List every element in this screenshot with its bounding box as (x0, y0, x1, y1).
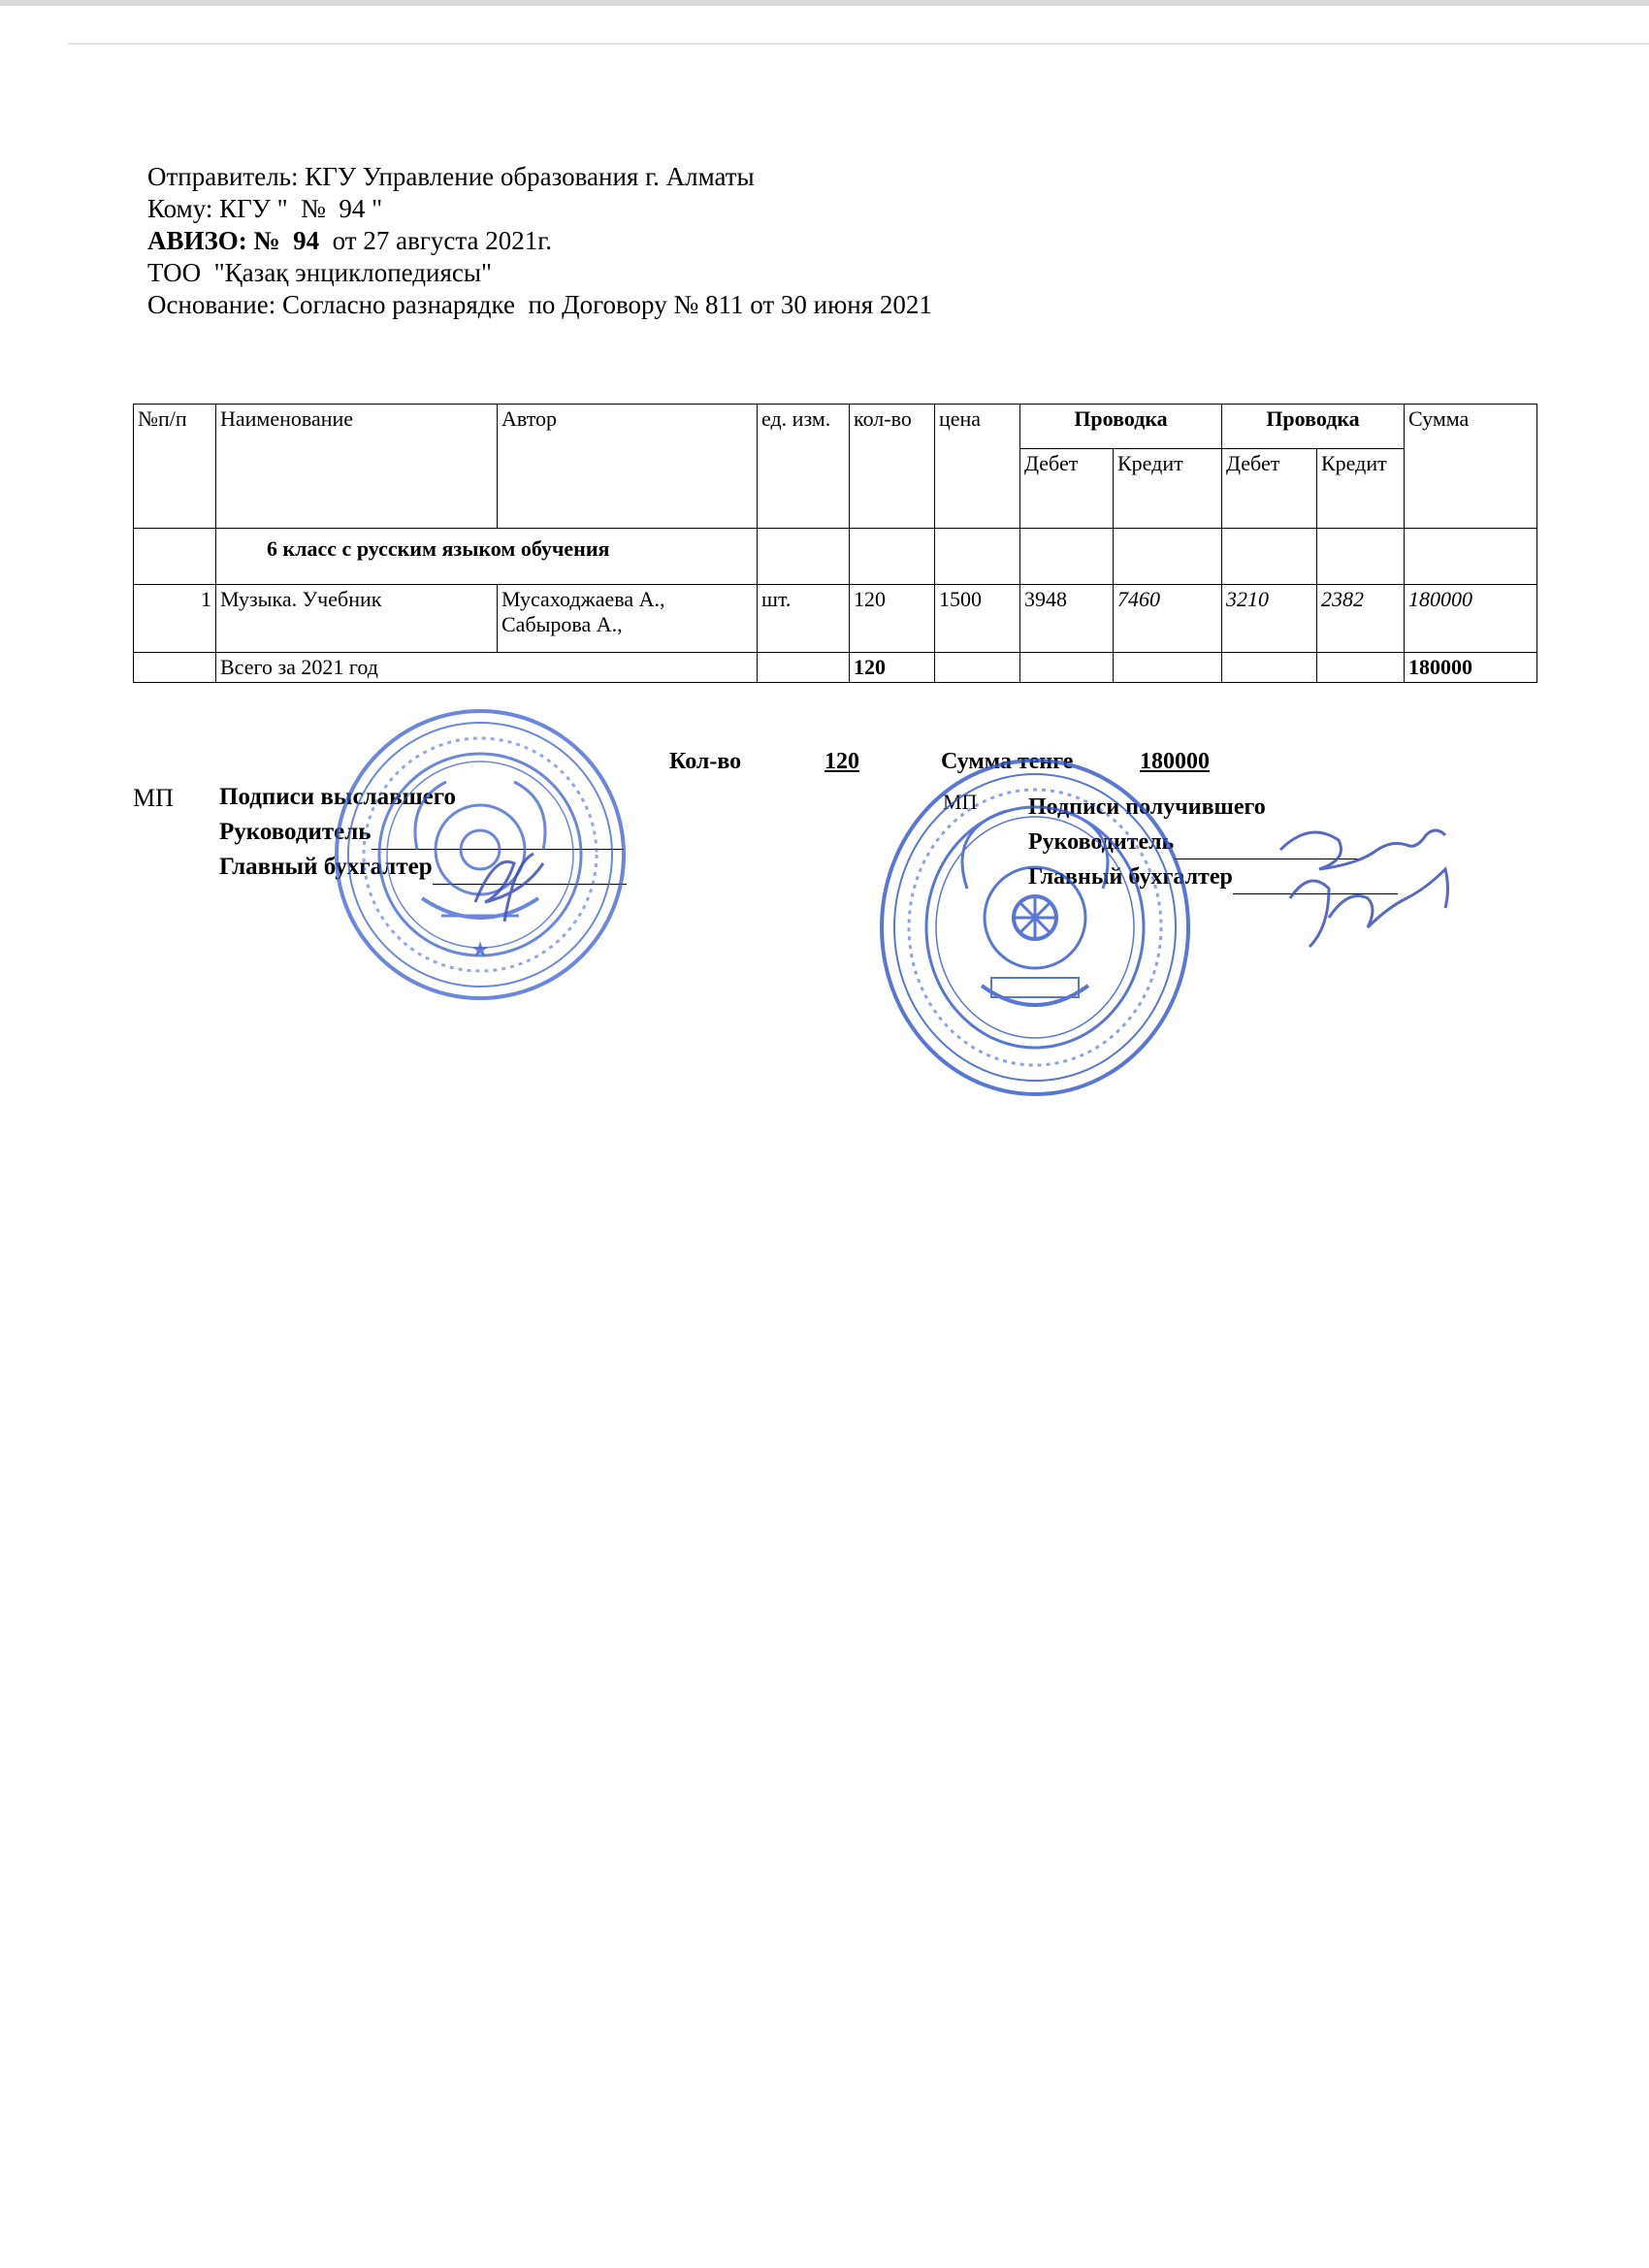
scan-edge (0, 0, 1649, 6)
total-sum: 180000 (1405, 653, 1537, 683)
cell-num: 1 (134, 585, 216, 653)
sender-signature-icon (456, 844, 563, 931)
header-price: цена (935, 405, 1020, 529)
cell-debit-1: 3948 (1020, 585, 1114, 653)
scan-edge (68, 43, 1649, 45)
header-debit-1: Дебет (1020, 449, 1114, 529)
basis-line: Основание: Согласно разнарядке по Договору № 811 от 30 июня 2021 (147, 290, 932, 319)
header-debit-2: Дебет (1222, 449, 1317, 529)
summary-sum-value: 180000 (1140, 749, 1210, 774)
mp-sender: МП (133, 784, 174, 812)
table-header-row (134, 405, 1537, 449)
receiver-head-label: Руководитель (1028, 829, 1175, 855)
summary-qty-value: 120 (824, 749, 859, 774)
total-qty: 120 (850, 653, 935, 683)
header-credit-2: Кредит (1317, 449, 1405, 529)
recipient-line: Кому: КГУ " № 94 " (147, 194, 383, 223)
cell-credit-1: 7460 (1114, 585, 1222, 653)
mp-receiver: МП (943, 790, 978, 814)
sender-line: Отправитель: КГУ Управление образования г. Алматы (147, 162, 755, 191)
total-row (134, 653, 1537, 683)
header-author: Автор (498, 405, 758, 529)
receiver-accountant-label: Главный бухгалтер (1028, 864, 1233, 890)
official-stamp-icon (875, 753, 1195, 1102)
header-unit: ед. изм. (758, 405, 850, 529)
header-credit-1: Кредит (1114, 449, 1222, 529)
cell-credit-2: 2382 (1317, 585, 1405, 653)
receiver-title: Подписи получившего (1028, 794, 1266, 820)
svg-text:★: ★ (470, 938, 490, 962)
cell-unit: шт. (758, 585, 850, 653)
aviso-number: АВИЗО: № 94 (147, 226, 320, 255)
sender-accountant-label: Главный бухгалтер (219, 854, 433, 880)
receiver-signature-icon (1261, 811, 1484, 976)
summary-sum-label: Сумма тенге (941, 749, 1074, 774)
cell-author: Мусаходжаева А., Сабырова А., (498, 585, 758, 653)
cell-qty: 120 (850, 585, 935, 653)
sender-head-label: Руководитель (219, 819, 372, 845)
cell-price: 1500 (935, 585, 1020, 653)
header-posting-2: Проводка (1222, 405, 1405, 449)
header-qty: кол-во (850, 405, 935, 529)
aviso-date: от 27 августа 2021г. (319, 226, 553, 255)
section-title: 6 класс с русским языком обучения (216, 529, 758, 585)
header-posting-1: Проводка (1020, 405, 1222, 449)
cell-sum: 180000 (1405, 585, 1537, 653)
document-header (147, 161, 932, 321)
header-name: Наименование (216, 405, 498, 529)
cell-debit-2: 3210 (1222, 585, 1317, 653)
supplier-line: ТОО "Қазақ энциклопедиясы" (147, 258, 493, 287)
total-label: Всего за 2021 год (216, 653, 758, 683)
table-row (134, 585, 1537, 653)
header-num: №п/п (134, 405, 216, 529)
section-row (134, 529, 1537, 585)
summary-qty-label: Кол-во (669, 749, 742, 774)
aviso-table (133, 404, 1537, 683)
aviso-line (147, 225, 932, 257)
header-sum: Сумма (1405, 405, 1537, 529)
sender-title: Подписи выславшего (219, 784, 457, 810)
cell-name: Музыка. Учебник (216, 585, 498, 653)
